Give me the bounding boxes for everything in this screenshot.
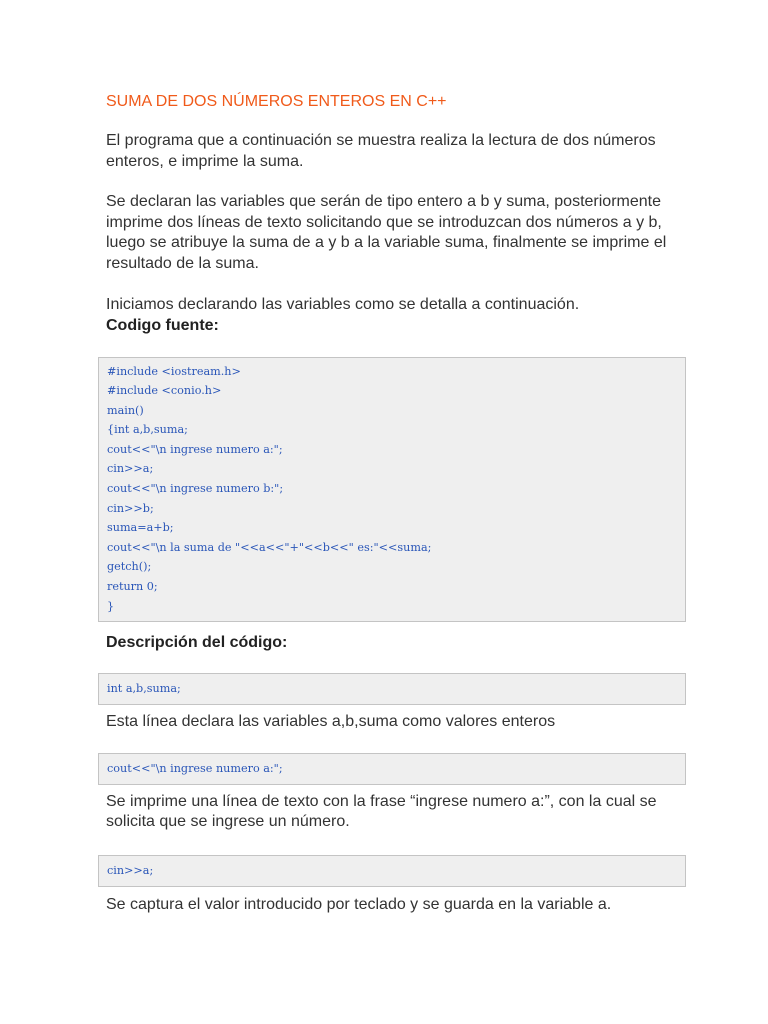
snippet-description: Esta línea declara las variables a,b,suma como valores enteros (106, 712, 556, 730)
code-line: getch(); (107, 560, 152, 574)
document-page (106, 92, 670, 915)
code-line: main() (107, 403, 144, 417)
code-line: cout<<"\n ingrese numero b:"; (107, 482, 284, 496)
snippet-code-block (98, 673, 686, 705)
snippet-description: Se captura el valor introducido por teclado y se guarda en la variable a. (106, 895, 612, 913)
snippet-code-block (98, 855, 686, 887)
code-line: cin>>b; (107, 501, 154, 515)
snippet-code: cin>>a; (107, 863, 154, 877)
intro-paragraph: El programa que a continuación se muestra realiza la lectura de dos números enteros, e imprime la suma. (106, 132, 656, 170)
source-code-block (98, 357, 686, 623)
code-line: #include <conio.h> (107, 384, 222, 398)
code-line: cout<<"\n ingrese numero a:"; (107, 442, 283, 456)
code-line: #include <iostream.h> (107, 364, 241, 378)
code-line: cout<<"\n la suma de "<<a<<"+"<<b<<" es:"<<suma; (107, 540, 432, 554)
explanation-paragraph: Se declaran las variables que serán de tipo entero a b y suma, posteriormente imprime dos líneas de texto solicitando que se introduzcan dos números a y b, luego se atribuye la suma de a y b a la variable suma, finalmente se imprime el resultado de la suma. (106, 193, 667, 272)
snippet-code: int a,b,suma; (107, 682, 181, 696)
source-code (107, 362, 677, 617)
code-line: {int a,b,suma; (107, 423, 188, 437)
description-heading: Descripción del código: (106, 634, 288, 652)
code-line: } (107, 599, 115, 613)
code-line: return 0; (107, 580, 158, 594)
code-line: suma=a+b; (107, 521, 174, 535)
code-line: cin>>a; (107, 462, 154, 476)
source-code-heading: Codigo fuente: (106, 316, 219, 334)
page-title: SUMA DE DOS NÚMEROS ENTEROS EN C++ (106, 93, 447, 110)
snippet-code-block (98, 753, 686, 785)
snippet-code: cout<<"\n ingrese numero a:"; (107, 762, 283, 776)
declaration-paragraph: Iniciamos declarando las variables como se detalla a continuación. (106, 296, 580, 313)
snippet-description: Se imprime una línea de texto con la frase “ingrese numero a:”, con la cual se solicita que se ingrese un número. (106, 792, 657, 831)
